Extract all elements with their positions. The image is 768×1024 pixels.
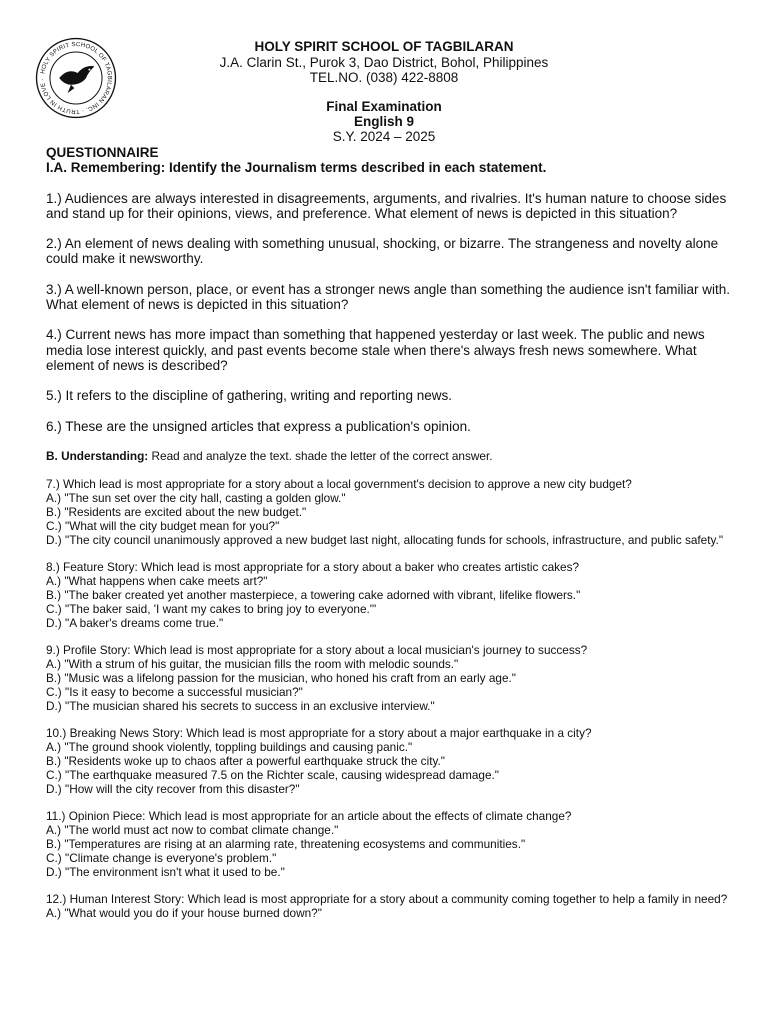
svg-text:HOLY SPIRIT SCHOOL OF TAGBILAR: HOLY SPIRIT SCHOOL OF TAGBILARAN INC. · TRUTH IN LOVE ·: [40, 42, 112, 114]
answer-option: C.) "Is it easy to become a successful musician?": [46, 684, 303, 699]
answer-option: D.) "How will the city recover from this disaster?": [46, 781, 300, 796]
mcq-question: [46, 726, 736, 796]
section-b-text: Read and analyze the text. shade the letter of the correct answer.: [148, 448, 493, 463]
answer-option: A.) "With a strum of his guitar, the musician fills the room with melodic sounds.": [46, 656, 459, 671]
answer-option: B.) "Temperatures are rising at an alarming rate, threatening ecosystems and communities.": [46, 836, 526, 851]
answer-option: A.) "What happens when cake meets art?": [46, 573, 268, 588]
exam-title-block: [170, 99, 598, 144]
section-b-instruction: [46, 449, 736, 463]
school-phone: TEL.NO. (038) 422-8808: [309, 70, 459, 85]
school-seal-logo: [34, 36, 118, 120]
answer-option: B.) "Music was a lifelong passion for the musician, who honed his craft from an early age.": [46, 670, 516, 685]
mcq-question: [46, 560, 736, 630]
mcq-question: [46, 892, 736, 920]
answer-option: A.) "The ground shook violently, toppling buildings and causing panic.": [46, 739, 413, 754]
question-item: 2.) An element of news dealing with something unusual, shocking, or bizarre. The strangeness and novelty alone could make it newsworthy.: [46, 236, 719, 267]
question-item: 1.) Audiences are always interested in disagreements, arguments, and rivalries. It's human nature to choose sides and stand up for their opinions, views, and preference. What element of news is depicted in this situation?: [46, 190, 727, 221]
question-stem: 11.) Opinion Piece: Which lead is most appropriate for an article about the effects of climate change?: [46, 808, 572, 823]
question-stem: 8.) Feature Story: Which lead is most appropriate for a story about a baker who creates artistic cakes?: [46, 559, 580, 574]
section-a-heading: I.A. Remembering: Identify the Journalism terms described in each statement.: [46, 160, 547, 176]
question-item: 3.) A well-known person, place, or event has a stronger news angle than something the audience isn't familiar with. What element of news is depicted in this situation?: [46, 281, 730, 313]
school-address: J.A. Clarin St., Purok 3, Dao District, Bohol, Philippines: [219, 54, 549, 70]
answer-option: C.) "The baker said, 'I want my cakes to bring joy to everyone.'": [46, 601, 377, 616]
mcq-question: [46, 643, 736, 713]
exam-title: Final Examination: [326, 99, 442, 114]
answer-option: B.) "Residents are excited about the new budget.": [46, 504, 307, 519]
school-name: HOLY SPIRIT SCHOOL OF TAGBILARAN: [254, 39, 514, 54]
question-stem: 9.) Profile Story: Which lead is most appropriate for a story about a local musician's journey to success?: [46, 642, 588, 657]
question-item: 5.) It refers to the discipline of gathering, writing and reporting news.: [46, 388, 452, 404]
answer-option: B.) "Residents woke up to chaos after a powerful earthquake struck the city.": [46, 753, 445, 768]
answer-option: B.) "The baker created yet another masterpiece, a towering cake adorned with vibrant, lifelike flowers.": [46, 587, 581, 602]
mcq-question: [46, 809, 736, 879]
answer-option: D.) "The city council unanimously approved a new budget last night, allocating funds for schools, infrastructure, and public safety.": [46, 532, 724, 547]
section-a-items: [46, 191, 736, 434]
answer-option: C.) "The earthquake measured 7.5 on the Richter scale, causing widespread damage.": [46, 767, 499, 782]
question-stem: 7.) Which lead is most appropriate for a story about a local government's decision to approve a new city budget?: [46, 476, 632, 491]
section-b-label: B. Understanding:: [46, 448, 149, 463]
answer-option: D.) "The musician shared his secrets to success in an exclusive interview.": [46, 698, 435, 713]
answer-option: A.) "The world must act now to combat climate change.": [46, 822, 339, 837]
questionnaire-label: QUESTIONNAIRE: [46, 145, 159, 160]
exam-school-year: S.Y. 2024 – 2025: [332, 129, 436, 144]
answer-option: D.) "A baker's dreams come true.": [46, 615, 224, 630]
question-item: 6.) These are the unsigned articles that express a publication's opinion.: [46, 418, 471, 434]
answer-option: D.) "The environment isn't what it used to be.": [46, 864, 285, 879]
exam-content: [46, 145, 736, 933]
answer-option: A.) "The sun set over the city hall, casting a golden glow.": [46, 490, 346, 505]
mcq-question: [46, 477, 736, 547]
school-header: [170, 39, 598, 86]
question-stem: 12.) Human Interest Story: Which lead is most appropriate for a story about a community coming together to help a family in need?: [46, 891, 728, 906]
answer-option: C.) "Climate change is everyone's problem.": [46, 850, 277, 865]
question-item: 4.) Current news has more impact than something that happened yesterday or last week. The public and news media lose interest quickly, and past events become stale when there's always fresh news somewhere. What element of news is described?: [46, 327, 705, 373]
answer-option: A.) "What would you do if your house burned down?": [46, 905, 322, 920]
question-stem: 10.) Breaking News Story: Which lead is most appropriate for a story about a major earthquake in a city?: [46, 725, 592, 740]
exam-subject: English 9: [353, 114, 414, 129]
answer-option: C.) "What will the city budget mean for you?": [46, 518, 280, 533]
